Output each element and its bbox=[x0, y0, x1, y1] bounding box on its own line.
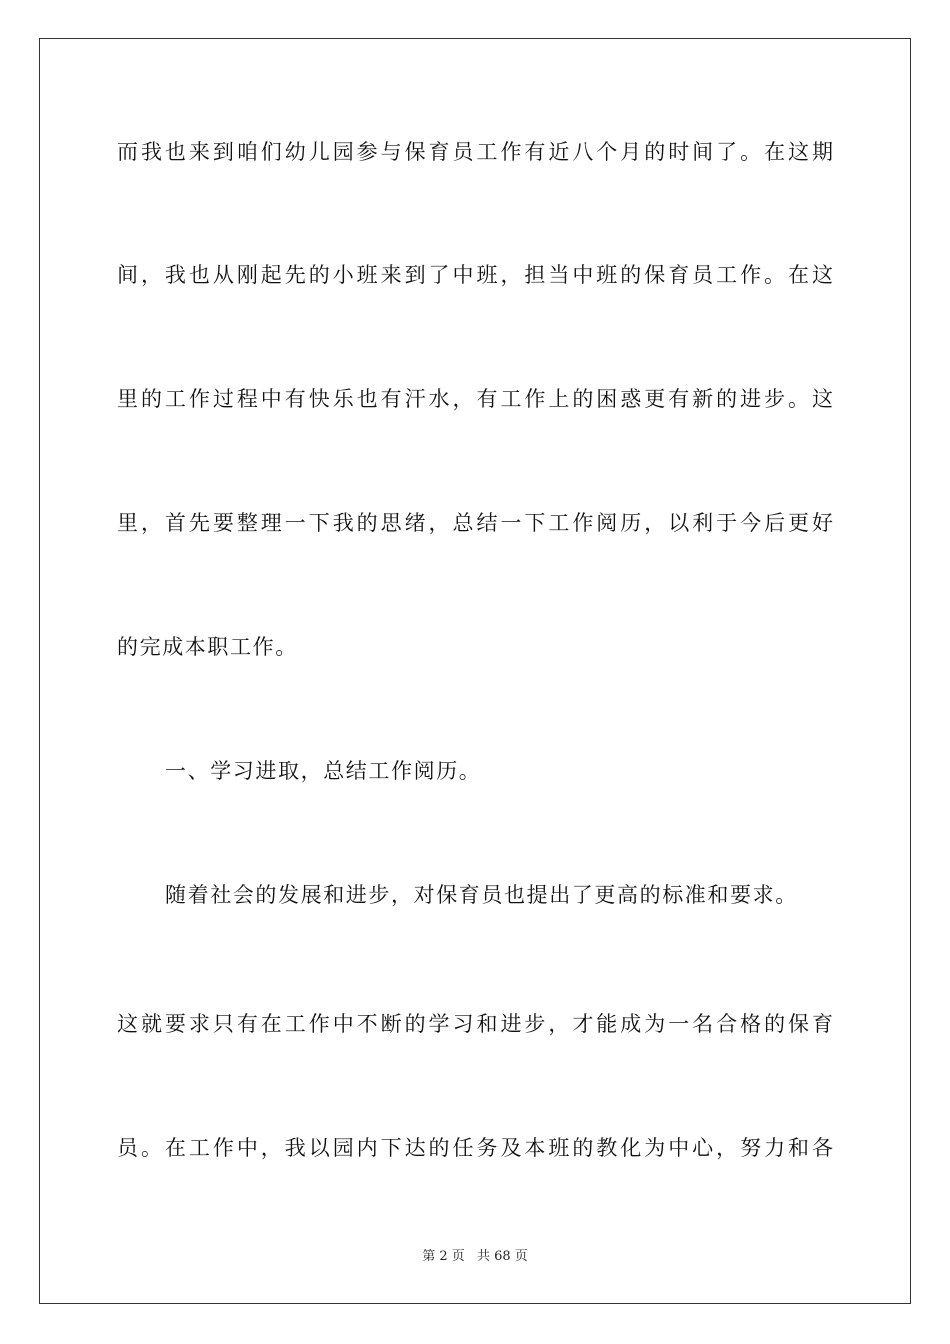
section-heading: 一、学习进取，总结工作阅历。 bbox=[165, 759, 482, 783]
body-line-1: 而我也来到咱们幼儿园参与保育员工作有近八个月的时间了。在这期 bbox=[117, 140, 833, 164]
page-number: 第 2 页 bbox=[422, 1249, 465, 1264]
page-frame bbox=[39, 38, 911, 1304]
body-line-7: 随着社会的发展和进步，对保育员也提出了更高的标准和要求。 bbox=[165, 883, 798, 907]
page-total: 共 68 页 bbox=[476, 1249, 528, 1264]
body-line-8: 这就要求只有在工作中不断的学习和进步，才能成为一名合格的保育 bbox=[117, 1012, 833, 1036]
body-line-5: 的完成本职工作。 bbox=[117, 635, 298, 659]
page-footer bbox=[0, 1248, 950, 1266]
body-line-4: 里，首先要整理一下我的思绪，总结一下工作阅历，以利于今后更好 bbox=[117, 511, 833, 535]
body-line-9: 员。在工作中，我以园内下达的任务及本班的教化为中心，努力和各 bbox=[117, 1136, 833, 1160]
body-line-2: 间，我也从刚起先的小班来到了中班，担当中班的保育员工作。在这 bbox=[117, 263, 833, 287]
body-line-3: 里的工作过程中有快乐也有汗水，有工作上的困惑更有新的进步。这 bbox=[117, 387, 833, 411]
